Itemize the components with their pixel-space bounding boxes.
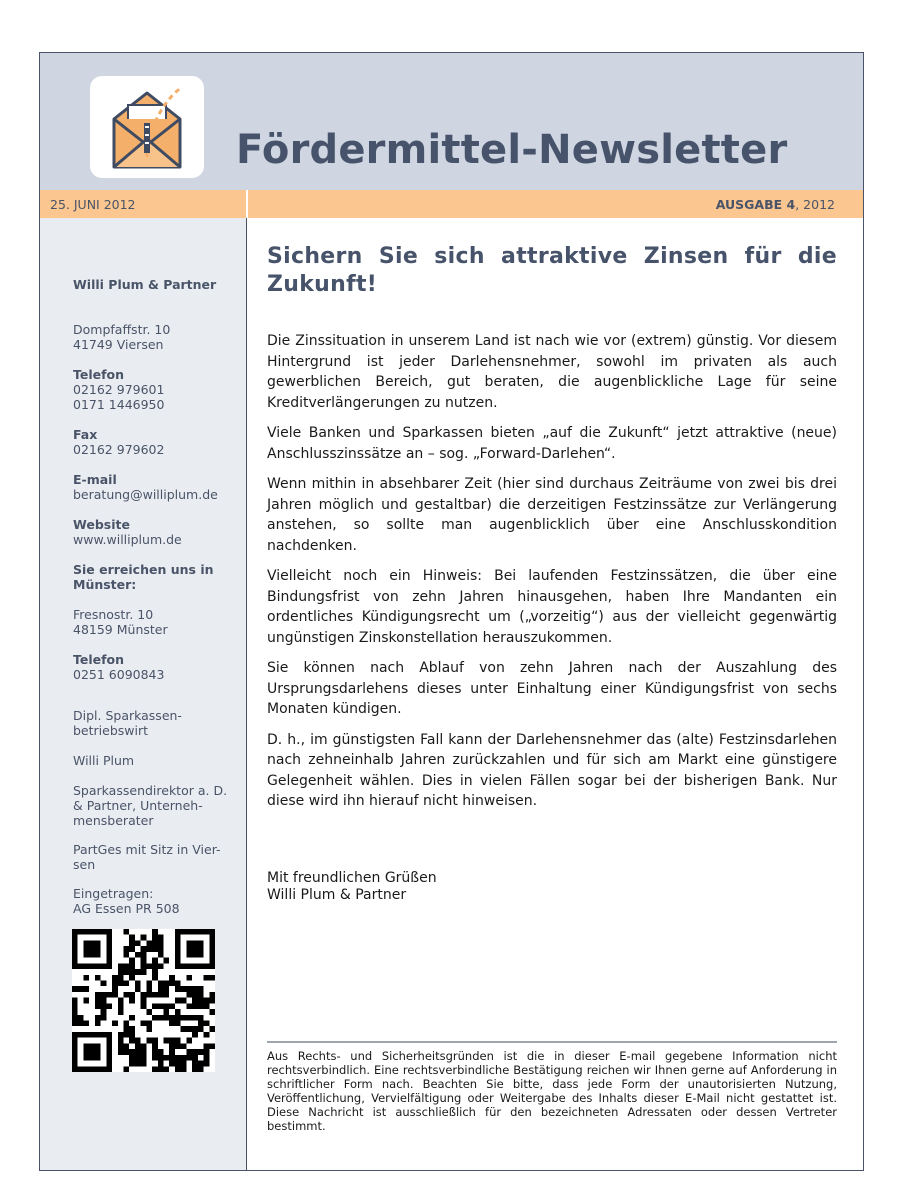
date-band	[40, 190, 863, 218]
address: Dompfaffstr. 10 41749 Viersen	[73, 322, 171, 352]
partges-info: PartGes mit Sitz in Vier- sen	[73, 842, 221, 872]
newsletter-header	[40, 53, 863, 190]
email-link[interactable]: beratung@williplum.de	[73, 487, 218, 502]
issue-label: AUSGABE 4	[715, 197, 796, 212]
disclaimer-divider	[267, 1041, 837, 1043]
website-label: Website	[73, 517, 130, 532]
website-link[interactable]: www.williplum.de	[73, 532, 182, 547]
issue-year: , 2012	[795, 197, 835, 212]
phone-block	[73, 367, 243, 412]
closing	[267, 870, 437, 904]
muenster-phone-number: 0251 6090843	[73, 667, 165, 682]
muenster-phone-block	[73, 652, 243, 682]
paragraph: Sie können nach Ablauf von zehn Jahren nach der Auszahlung des Ursprungsdarlehens dieses unter Einhaltung einer Kündigungsfrist von sechs Monaten kündigen.	[267, 660, 837, 717]
muenster-heading	[73, 562, 243, 592]
phone-numbers: 02162 979601 0171 1446950	[73, 382, 165, 412]
muenster-phone-label: Telefon	[73, 652, 125, 667]
band-divider	[246, 190, 248, 218]
email-block	[73, 472, 243, 502]
newsletter-frame	[39, 52, 864, 1171]
fax-block	[73, 427, 243, 457]
phone-label: Telefon	[73, 367, 125, 382]
contact-sidebar	[40, 218, 247, 1170]
logo	[90, 76, 204, 178]
article	[267, 243, 837, 812]
legal-disclaimer: Aus Rechts- und Sicherheitsgründen ist die in dieser E-mail gegebene Information nicht rechtsverbindlich. Eine rechtsverbindliche Bestätigung reichen wir Ihnen gerne auf Anforderung in schriftlicher Form nach. Beachten Sie bitte, dass jede Form der unautorisierten Nutzung, Veröffentlichung, Vervielfältigung oder Weitergabe des Inhalts dieser E-Mail nicht gestattet ist. Diese Nachricht ist ausschließlich für den bezeichneten Adressaten oder dessen Vertreter bestimmt.	[267, 1049, 837, 1133]
paragraph: Vielleicht noch ein Hinweis: Bei laufenden Festzinssätzen, die über eine Bindungsfrist von zehn Jahren hinausgehen, haben Ihre Mandanten ein ordentliches Kündigungsrecht um („vorzeitig“) aus der vielleicht gegenwärtig ungünstigen Zinskonstellation herauszukommen.	[267, 568, 837, 646]
issue-date: 25. JUNI 2012	[50, 197, 136, 212]
newsletter-title: Fördermittel-Newsletter	[236, 127, 788, 173]
fax-number: 02162 979602	[73, 442, 165, 457]
person-name: Willi Plum	[73, 753, 135, 768]
company-name-text: Willi Plum & Partner	[73, 277, 217, 292]
position-title: Sparkassendirektor a. D. & Partner, Unterneh- mensberater	[73, 783, 228, 828]
article-headline: Sichern Sie sich attraktive Zinsen für die Zukunft!	[267, 244, 837, 297]
company-name	[73, 277, 243, 292]
closing-greeting: Mit freundlichen Grüßen	[267, 870, 437, 886]
issue-number	[716, 197, 835, 212]
envelope-icon	[108, 83, 186, 171]
closing-signature: Willi Plum & Partner	[267, 887, 407, 903]
degree-title: Dipl. Sparkassen- betriebswirt	[73, 708, 182, 738]
register-info: Eingetragen: AG Essen PR 508	[73, 886, 180, 916]
paragraph: Die Zinssituation in unserem Land ist nach wie vor (extrem) günstig. Vor diesem Hintergrund ist jeder Darlehensnehmer, sowohl im privaten als auch gewerblichen Bereich, gut beraten, die augenblickliche Lage für seine Kreditverlängerungen zu nutzen.	[267, 333, 837, 411]
paragraph: D. h., im günstigsten Fall kann der Darlehensnehmer das (alte) Festzinsdarlehen nach zehneinhalb Jahren zurückzahlen und für sich am Markt eine günstigere Gelegenheit wählen. Dies in vielen Fällen sogar bei der bisherigen Bank. Nur diese wird ihn hierauf nicht hinweisen.	[267, 731, 837, 809]
email-label: E-mail	[73, 472, 117, 487]
website-block	[73, 517, 243, 547]
paragraph: Wenn mithin in absehbarer Zeit (hier sind durchaus Zeiträume von zwei bis drei Jahren möglich und gestaltbar) die derzeitigen Festzinssätze zur Verlängerung anstehen, so sollte man augenblicklich über eine Anschlusskondition nachdenken.	[267, 476, 837, 554]
muenster-label: Sie erreichen uns in Münster:	[73, 562, 214, 592]
qr-code-icon	[72, 929, 215, 1072]
paragraph: Viele Banken und Sparkassen bieten „auf die Zukunft“ jetzt attraktive (neue) Anschlusszinssätze an – sog. „Forward-Darlehen“.	[267, 425, 837, 462]
muenster-address: Fresnostr. 10 48159 Münster	[73, 607, 168, 637]
fax-label: Fax	[73, 427, 98, 442]
